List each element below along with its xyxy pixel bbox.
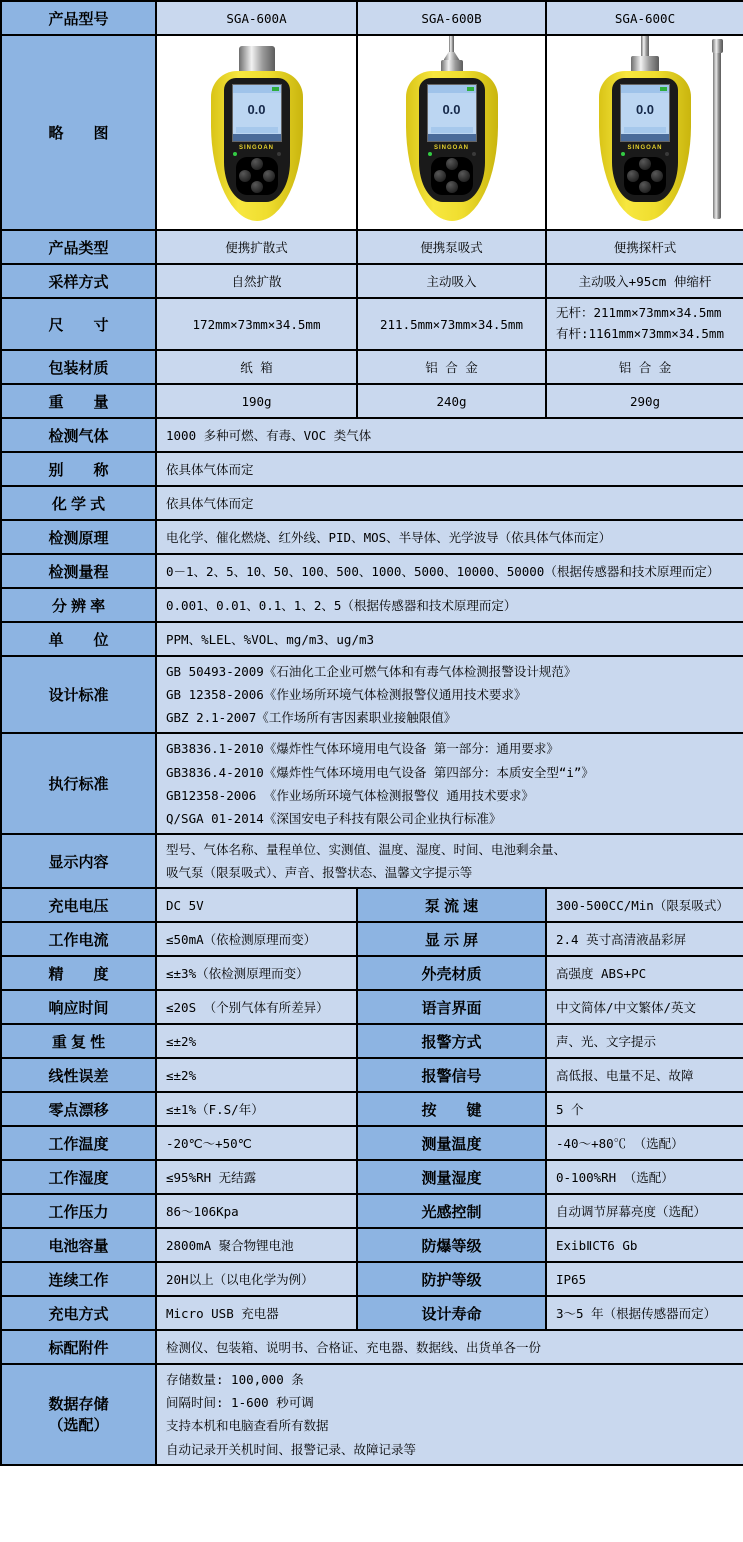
exec-standard-line: GB12358-2006 《作业场所环境气体检测报警仪 通用技术要求》 [166, 787, 534, 803]
photo-cell-sga600b [357, 35, 546, 230]
photo-cell-sga600a [156, 35, 357, 230]
table-row [1, 834, 743, 888]
device-photo-sga600c [599, 35, 691, 221]
row-label-charge-voltage: 充电电压 [1, 888, 156, 922]
keypad [431, 157, 473, 195]
sampling-b: 主动吸入 [357, 264, 546, 298]
design-standard-line: GB 50493-2009《石油化工企业可燃气体和有毒气体检测报警设计规范》 [166, 664, 577, 679]
dimensions-a: 172mm×73mm×34.5mm [156, 298, 357, 350]
table-row [1, 1194, 743, 1228]
row-label-data-storage [1, 1364, 156, 1465]
display-screen-value: 2.4 英寸高清液晶彩屏 [546, 922, 743, 956]
row-label-response-time: 响应时间 [1, 990, 156, 1024]
response-time-value: ≤20S （个别气体有所差异） [156, 990, 357, 1024]
display-content-line: 型号、气体名称、量程单位、实测值、温度、湿度、时间、电池剩余量、 [166, 841, 567, 857]
battery-icon [272, 87, 279, 91]
row-label-shell-material: 外壳材质 [357, 956, 546, 990]
packaging-c: 铝 合 金 [546, 350, 743, 384]
table-row [1, 622, 743, 656]
screen-reading: 0.0 [247, 102, 266, 117]
nav-button-up [251, 158, 263, 170]
product-type-c: 便携探杆式 [546, 230, 743, 264]
device-body [211, 71, 303, 221]
row-label-principle: 检测原理 [1, 520, 156, 554]
probe-stub [641, 35, 649, 56]
display-content-line: 吸气泵（限泵吸式）、声音、报警状态、温馨文字提示等 [166, 865, 473, 880]
pump-flow-value: 300-500CC/Min（限泵吸式） [546, 888, 743, 922]
range-value: 0－1、2、5、10、50、100、500、1000、5000、10000、50000（根据传感器和技术原理而定） [156, 554, 743, 588]
row-label-working-current: 工作电流 [1, 922, 156, 956]
weight-c: 290g [546, 384, 743, 418]
row-label-exec-standard: 执行标准 [1, 733, 156, 834]
row-label-linearity-error: 线性误差 [1, 1058, 156, 1092]
row-label-alarm-mode: 报警方式 [357, 1024, 546, 1058]
brand-label: SINGOAN [238, 145, 274, 151]
battery-capacity-value: 2800mA 聚合物锂电池 [156, 1228, 357, 1262]
dimensions-c-with-rod: 有杆:1161mm×73mm×34.5mm [556, 326, 724, 341]
table-row [1, 298, 743, 350]
table-row [1, 956, 743, 990]
exec-standard-line: GB3836.1-2010《爆炸性气体环境用电气设备 第一部分：通用要求》 [166, 741, 559, 757]
working-humidity-value: ≤95%RH 无结露 [156, 1160, 357, 1194]
table-row [1, 1092, 743, 1126]
units-value: PPM、%LEL、%VOL、mg/m3、ug/m3 [156, 622, 743, 656]
table-row [1, 1330, 743, 1364]
measure-humidity-value: 0-100%RH （选配） [546, 1160, 743, 1194]
row-label-product-type: 产品类型 [1, 230, 156, 264]
row-label-weight: 重 量 [1, 384, 156, 418]
measure-temp-value: -40～+80℃ （选配） [546, 1126, 743, 1160]
row-label-display-content: 显示内容 [1, 834, 156, 888]
table-row [1, 1, 743, 35]
dimensions-c [546, 298, 743, 350]
table-row [1, 1024, 743, 1058]
charging-method-value: Micro USB 充电器 [156, 1296, 357, 1330]
accessories-value: 检测仪、包装箱、说明书、合格证、充电器、数据线、出货单各一份 [156, 1330, 743, 1364]
row-label-continuous-work: 连续工作 [1, 1262, 156, 1296]
table-row [1, 990, 743, 1024]
power-icon [277, 152, 281, 156]
sampling-a: 自然扩散 [156, 264, 357, 298]
nav-button-enter [446, 181, 458, 193]
design-standard-value [156, 656, 743, 733]
status-led [233, 152, 237, 156]
language-value: 中文简体/中文繁体/英文 [546, 990, 743, 1024]
model-name-sga600c: SGA-600C [546, 1, 743, 35]
shell-material-value: 高强度 ABS+PC [546, 956, 743, 990]
resolution-value: 0.001、0.01、0.1、1、2、5（根据传感器和技术原理而定） [156, 588, 743, 622]
device-photo-sga600b [406, 35, 498, 221]
product-type-b: 便携泵吸式 [357, 230, 546, 264]
probe-cone [444, 52, 460, 60]
row-label-repeatability: 重 复 性 [1, 1024, 156, 1058]
status-led [428, 152, 432, 156]
working-current-value: ≤50mA（依检测原理而变） [156, 922, 357, 956]
table-row [1, 888, 743, 922]
table-row [1, 1160, 743, 1194]
packaging-b: 铝 合 金 [357, 350, 546, 384]
working-pressure-value: 86～106Kpa [156, 1194, 357, 1228]
row-label-product-model: 产品型号 [1, 1, 156, 35]
table-row [1, 486, 743, 520]
nav-button-right [458, 170, 470, 182]
battery-icon [467, 87, 474, 91]
row-label-design-standard: 设计标准 [1, 656, 156, 733]
device-body [406, 71, 498, 221]
gases-value: 1000 多种可燃、有毒、VOC 类气体 [156, 418, 743, 452]
lcd-screen [427, 84, 477, 142]
accuracy-value: ≤±3%（依检测原理而变） [156, 956, 357, 990]
row-label-sampling: 采样方式 [1, 264, 156, 298]
alias-value: 依具体气体而定 [156, 452, 743, 486]
data-storage-line: 自动记录开关机时间、报警记录、故障记录等 [166, 1441, 417, 1457]
row-label-working-humidity: 工作湿度 [1, 1160, 156, 1194]
row-label-working-temp: 工作温度 [1, 1126, 156, 1160]
row-label-buttons: 按 键 [357, 1092, 546, 1126]
row-label-measure-humidity: 测量湿度 [357, 1160, 546, 1194]
charge-voltage-value: DC 5V [156, 888, 357, 922]
row-label-range: 检测量程 [1, 554, 156, 588]
table-row [1, 588, 743, 622]
data-storage-label-line2: （选配） [48, 1417, 109, 1435]
screen-reading: 0.0 [442, 102, 461, 117]
sensor-cap [239, 46, 275, 73]
table-row [1, 230, 743, 264]
row-label-battery-capacity: 电池容量 [1, 1228, 156, 1262]
dimensions-b: 211.5mm×73mm×34.5mm [357, 298, 546, 350]
brand-label: SINGOAN [627, 145, 663, 151]
zero-drift-value: ≤±1%（F.S/年） [156, 1092, 357, 1126]
rod-tip [712, 39, 723, 53]
brand-label: SINGOAN [433, 145, 469, 151]
table-row [1, 1296, 743, 1330]
nav-button-right [263, 170, 275, 182]
row-label-measure-temp: 测量温度 [357, 1126, 546, 1160]
row-label-display-screen: 显 示 屏 [357, 922, 546, 956]
row-label-units: 单 位 [1, 622, 156, 656]
row-label-explosion-proof: 防爆等级 [357, 1228, 546, 1262]
power-icon [472, 152, 476, 156]
nav-button-enter [251, 181, 263, 193]
lcd-screen [620, 84, 670, 142]
row-label-sketch: 略 图 [1, 35, 156, 230]
data-storage-line: 支持本机和电脑查看所有数据 [166, 1418, 329, 1434]
power-icon [665, 152, 669, 156]
row-label-packaging: 包装材质 [1, 350, 156, 384]
lcd-screen [232, 84, 282, 142]
light-control-value: 自动调节屏幕亮度（选配） [546, 1194, 743, 1228]
nav-button-left [627, 170, 639, 182]
row-label-pump-flow: 泵 流 速 [357, 888, 546, 922]
row-label-accessories: 标配附件 [1, 1330, 156, 1364]
table-row [1, 1126, 743, 1160]
screen-reading: 0.0 [635, 102, 655, 117]
row-label-light-control: 光感控制 [357, 1194, 546, 1228]
dimensions-c-no-rod: 无杆：211mm×73mm×34.5mm [556, 305, 722, 321]
device-photo-sga600a [211, 46, 303, 221]
table-row [1, 922, 743, 956]
data-storage-line: 间隔时间: 1-600 秒可调 [166, 1395, 314, 1411]
model-name-sga600b: SGA-600B [357, 1, 546, 35]
row-label-protection-rating: 防护等级 [357, 1262, 546, 1296]
row-label-working-pressure: 工作压力 [1, 1194, 156, 1228]
table-row [1, 1364, 743, 1465]
product-type-a: 便携扩散式 [156, 230, 357, 264]
display-content-value [156, 834, 743, 888]
design-standard-line: GBZ 2.1-2007《工作场所有害因素职业接触限值》 [166, 710, 457, 726]
status-led [621, 152, 625, 156]
photo-cell-sga600c [546, 35, 743, 230]
data-storage-label-line1: 数据存储 [48, 1396, 109, 1414]
nav-button-left [434, 170, 446, 182]
row-label-chemical-formula: 化 学 式 [1, 486, 156, 520]
keypad [624, 157, 666, 195]
table-row [1, 350, 743, 384]
working-temp-value: -20℃～+50℃ [156, 1126, 357, 1160]
exec-standard-line: GB3836.4-2010《爆炸性气体环境用电气设备 第四部分：本质安全型“i”》 [166, 764, 594, 780]
nav-button-left [239, 170, 251, 182]
row-label-gases: 检测气体 [1, 418, 156, 452]
row-label-alarm-signal: 报警信号 [357, 1058, 546, 1092]
table-row [1, 35, 743, 230]
nav-button-up [639, 158, 651, 170]
device-body [599, 71, 691, 221]
table-row [1, 1058, 743, 1092]
row-label-accuracy: 精 度 [1, 956, 156, 990]
row-label-charging-method: 充电方式 [1, 1296, 156, 1330]
repeatability-value: ≤±2% [156, 1024, 357, 1058]
row-label-dimensions: 尺 寸 [1, 298, 156, 350]
table-row [1, 1262, 743, 1296]
nav-button-right [651, 170, 663, 182]
row-label-zero-drift: 零点漂移 [1, 1092, 156, 1126]
row-label-language: 语言界面 [357, 990, 546, 1024]
table-row [1, 452, 743, 486]
exec-standard-value [156, 733, 743, 834]
row-label-alias: 别 称 [1, 452, 156, 486]
alarm-mode-value: 声、光、文字提示 [546, 1024, 743, 1058]
table-row [1, 384, 743, 418]
table-row [1, 418, 743, 452]
principle-value: 电化学、催化燃烧、红外线、PID、MOS、半导体、光学波导（依具体气体而定） [156, 520, 743, 554]
continuous-work-value: 20H以上（以电化学为例） [156, 1262, 357, 1296]
sampling-c: 主动吸入+95cm 伸缩杆 [546, 264, 743, 298]
pump-probe [449, 35, 454, 52]
row-label-design-life: 设计寿命 [357, 1296, 546, 1330]
buttons-value: 5 个 [546, 1092, 743, 1126]
table-row [1, 554, 743, 588]
table-row [1, 1228, 743, 1262]
nav-button-enter [639, 181, 651, 193]
nav-button-up [446, 158, 458, 170]
model-name-sga600a: SGA-600A [156, 1, 357, 35]
table-row [1, 264, 743, 298]
weight-b: 240g [357, 384, 546, 418]
linearity-error-value: ≤±2% [156, 1058, 357, 1092]
battery-icon [660, 87, 667, 91]
protection-rating-value: IP65 [546, 1262, 743, 1296]
alarm-signal-value: 高低报、电量不足、故障 [546, 1058, 743, 1092]
telescopic-rod [713, 51, 721, 219]
table-row [1, 520, 743, 554]
chemical-formula-value: 依具体气体而定 [156, 486, 743, 520]
design-life-value: 3～5 年（根据传感器而定） [546, 1296, 743, 1330]
weight-a: 190g [156, 384, 357, 418]
explosion-proof-value: ExibⅡCT6 Gb [546, 1228, 743, 1262]
data-storage-value [156, 1364, 743, 1465]
packaging-a: 纸 箱 [156, 350, 357, 384]
keypad [236, 157, 278, 195]
table-row [1, 733, 743, 834]
table-row [1, 656, 743, 733]
exec-standard-line: Q/SGA 01-2014《深国安电子科技有限公司企业执行标准》 [166, 810, 502, 826]
data-storage-line: 存储数量: 100,000 条 [166, 1372, 304, 1388]
row-label-resolution: 分 辨 率 [1, 588, 156, 622]
design-standard-line: GB 12358-2006《作业场所环境气体检测报警仪通用技术要求》 [166, 687, 527, 703]
